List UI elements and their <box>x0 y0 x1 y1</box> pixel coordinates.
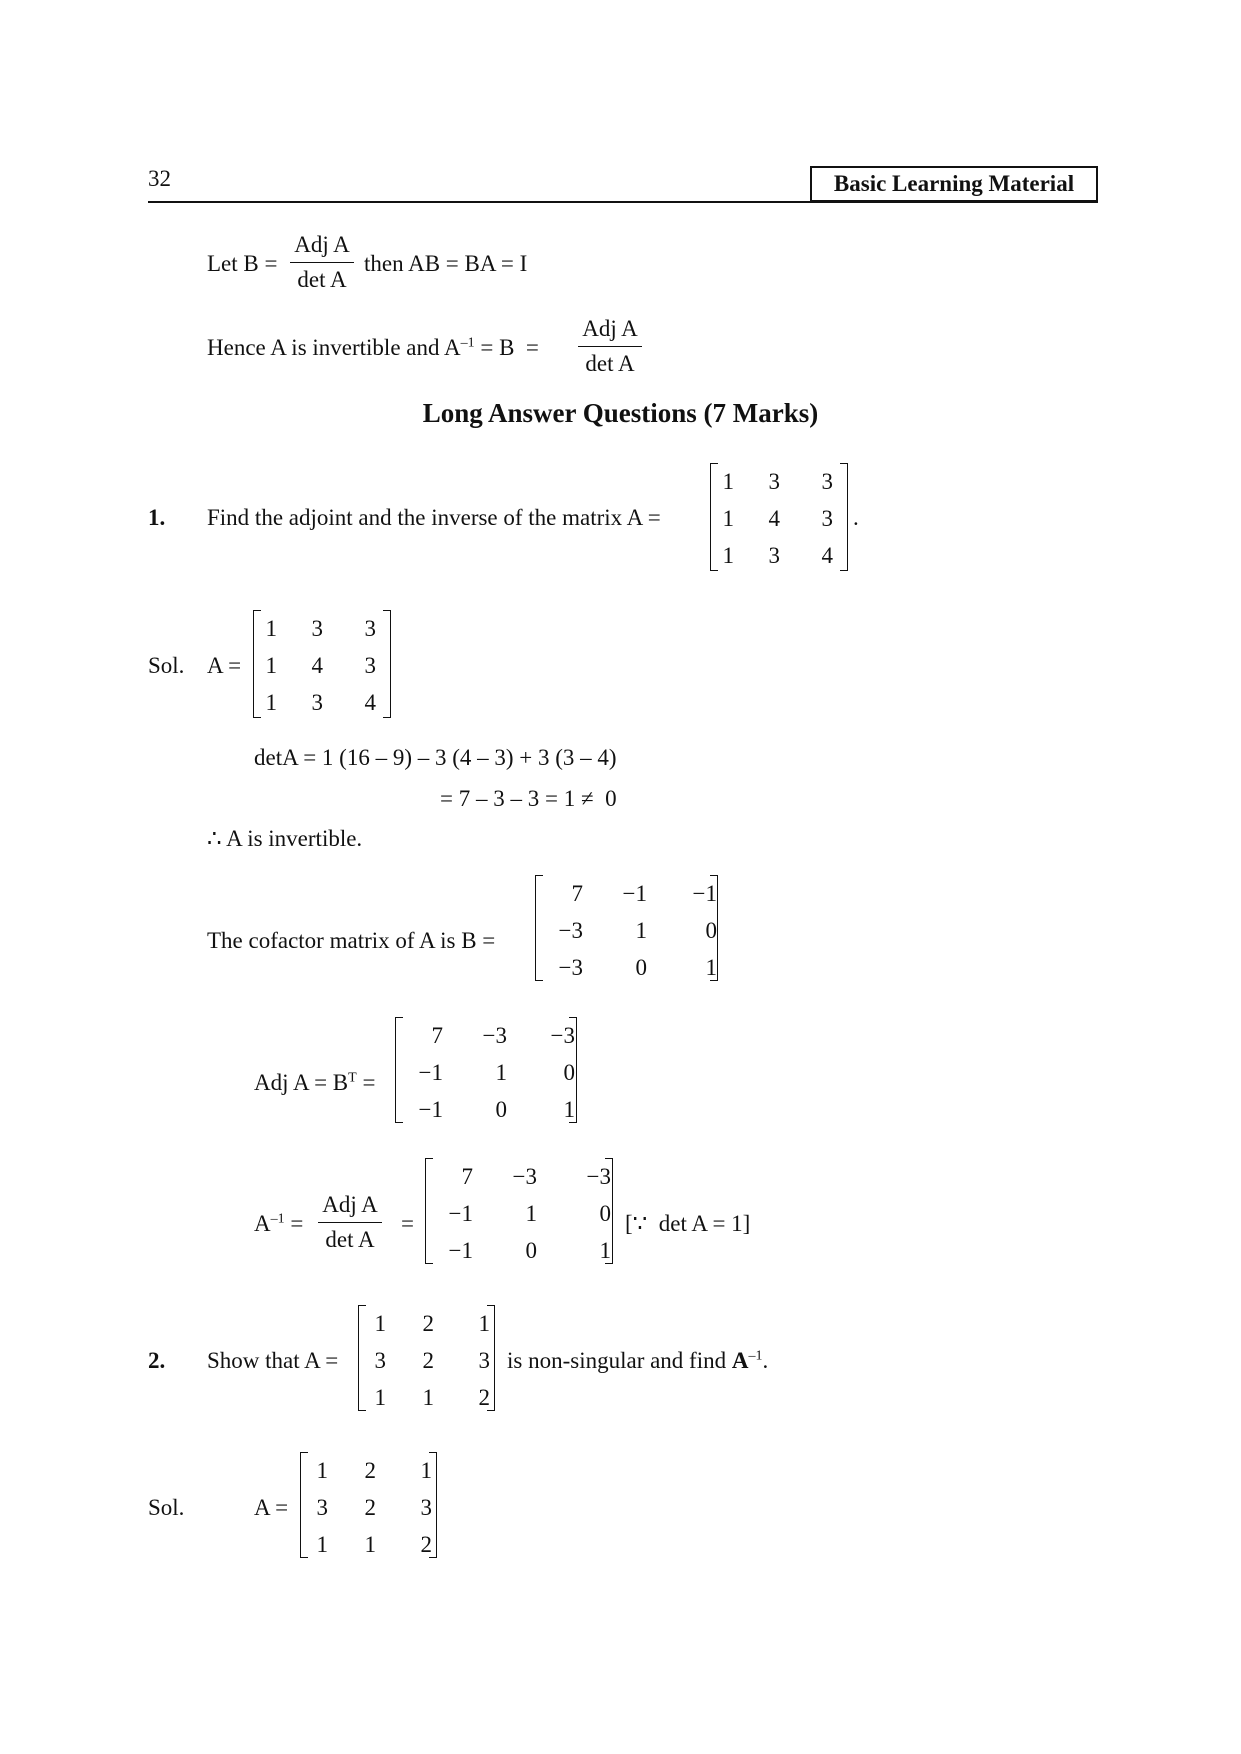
matrix-cell: 1 <box>563 1097 575 1122</box>
fraction-numerator: Adj A <box>322 1192 378 1217</box>
matrix-cell: 0 <box>599 1201 611 1226</box>
matrix-cell: −3 <box>482 1023 507 1048</box>
cofactor-label: The cofactor matrix of A is B = <box>207 928 496 953</box>
det-line-2: = 7 – 3 – 3 = 1 ≠ 0 <box>440 786 617 811</box>
matrix-cell: −1 <box>448 1201 473 1226</box>
matrix-cell: −3 <box>512 1164 537 1189</box>
matrix-cell: −3 <box>550 1023 575 1048</box>
adj-over-det-fraction <box>290 230 354 295</box>
fraction-bar <box>290 262 354 263</box>
adj-label-post: = <box>356 1070 376 1095</box>
inverse-label <box>254 1211 303 1237</box>
let-b-prefix: Let B = <box>207 251 278 276</box>
question-end: . <box>853 505 859 530</box>
matrix-cell: 1 <box>635 918 647 943</box>
fraction-numerator: Adj A <box>582 316 638 341</box>
matrix-cell: 2 <box>420 1532 432 1557</box>
matrix-cell: 3 <box>364 653 376 678</box>
hence-prefix: Hence A is invertible and A <box>207 335 461 360</box>
fraction-denominator: det A <box>325 1227 375 1253</box>
fraction-denominator: det A <box>585 351 635 377</box>
adj-label <box>254 1070 375 1096</box>
matrix-cell: 0 <box>495 1097 507 1122</box>
matrix-cell: 1 <box>722 469 734 494</box>
header-rule <box>148 201 1098 203</box>
fraction-bar <box>318 1222 382 1223</box>
fraction-denominator: det A <box>297 267 347 293</box>
matrix-cell: 1 <box>316 1458 328 1483</box>
matrix-cell: 4 <box>311 653 323 678</box>
fraction-numerator: Adj A <box>294 232 350 257</box>
matrix-cell: 1 <box>316 1532 328 1557</box>
matrix-cell: 2 <box>422 1348 434 1373</box>
matrix-cell: 1 <box>265 690 277 715</box>
question-text-tail: is non-singular and find <box>507 1348 732 1373</box>
matrix-cell: 1 <box>495 1060 507 1085</box>
question-text: Show that A = <box>207 1348 339 1373</box>
matrix-cell: 1 <box>420 1458 432 1483</box>
a-label: A = <box>207 653 242 678</box>
matrix-cell: 1 <box>478 1311 490 1336</box>
matrix-cell: 2 <box>422 1311 434 1336</box>
inverse-matrix <box>425 1158 613 1264</box>
sol-label: Sol. <box>148 653 185 678</box>
matrix-cell: 7 <box>461 1164 473 1189</box>
matrix-cell: 3 <box>768 543 780 568</box>
matrix-cell: 1 <box>525 1201 537 1226</box>
adj-label-pre: Adj A = B <box>254 1070 349 1095</box>
det-line-1: detA = 1 (16 – 9) – 3 (4 – 3) + 3 (3 – 4) <box>254 745 617 770</box>
then-text: then AB = BA = I <box>364 251 528 276</box>
matrix-cell: −1 <box>692 881 717 906</box>
matrix-cell: −1 <box>418 1060 443 1085</box>
matrix-cell: −1 <box>622 881 647 906</box>
left-bracket <box>425 1158 433 1264</box>
question-text: Find the adjoint and the inverse of the matrix A = <box>207 505 661 530</box>
matrix-cell: 7 <box>571 881 583 906</box>
right-bracket <box>383 610 391 718</box>
cofactor-matrix <box>535 875 718 981</box>
question-text-post <box>507 1348 768 1374</box>
inverse-fraction <box>318 1190 382 1255</box>
matrix-cell: 3 <box>420 1495 432 1520</box>
matrix-cell: 2 <box>478 1385 490 1410</box>
question-number: 2. <box>148 1348 166 1373</box>
question-a: A <box>731 1348 749 1373</box>
matrix-cell: 3 <box>364 616 376 641</box>
matrix-cell: 4 <box>768 506 780 531</box>
matrix-cell: 1 <box>265 616 277 641</box>
a-label: A = <box>254 1495 289 1520</box>
matrix-cell: 1 <box>705 955 717 980</box>
matrix-cell: 1 <box>722 543 734 568</box>
invertible-statement: ∴ A is invertible. <box>207 826 363 851</box>
matrix-cell: 1 <box>722 506 734 531</box>
hence-superscript: –1 <box>460 335 475 351</box>
section-title: Long Answer Questions (7 Marks) <box>422 398 819 428</box>
left-bracket <box>710 463 718 571</box>
matrix-cell: 2 <box>364 1458 376 1483</box>
inverse-eq: = <box>284 1211 304 1236</box>
sol-label: Sol. <box>148 1495 185 1520</box>
hence-fraction <box>578 314 642 379</box>
book-title-box: Basic Learning Material <box>810 166 1098 202</box>
sol1-matrix-a <box>253 610 391 718</box>
left-bracket <box>535 875 543 981</box>
left-bracket <box>300 1452 308 1558</box>
matrix-cell: 3 <box>311 690 323 715</box>
matrix-cell: 1 <box>364 1532 376 1557</box>
inverse-note: [∵ det A = 1] <box>625 1211 751 1236</box>
matrix-cell: −3 <box>586 1164 611 1189</box>
matrix-cell: −1 <box>418 1097 443 1122</box>
q1-matrix <box>710 463 848 571</box>
matrix-cell: 2 <box>364 1495 376 1520</box>
inverse-superscript: –1 <box>270 1211 285 1227</box>
matrix-cell: −3 <box>558 955 583 980</box>
matrix-cell: 3 <box>768 469 780 494</box>
question-superscript: –1 <box>748 1348 763 1364</box>
matrix-cell: 3 <box>821 469 833 494</box>
matrix-cell: 1 <box>374 1385 386 1410</box>
matrix-cell: 1 <box>599 1238 611 1263</box>
left-bracket <box>253 610 261 718</box>
sol2-matrix-a <box>300 1452 437 1558</box>
matrix-cell: 1 <box>374 1311 386 1336</box>
question-end: . <box>762 1348 769 1373</box>
matrix-cell: 3 <box>374 1348 386 1373</box>
matrix-cell: 3 <box>316 1495 328 1520</box>
page-number: 32 <box>148 166 171 191</box>
matrix-cell: 1 <box>265 653 277 678</box>
fraction-bar <box>578 346 642 347</box>
transpose-superscript: T <box>348 1070 357 1086</box>
q2-matrix <box>358 1305 495 1411</box>
matrix-cell: 3 <box>821 506 833 531</box>
left-bracket <box>358 1305 366 1411</box>
adj-matrix <box>395 1017 577 1123</box>
inverse-eq-2: = <box>401 1211 414 1236</box>
matrix-cell: 7 <box>431 1023 443 1048</box>
matrix-cell: 0 <box>705 918 717 943</box>
matrix-cell: 3 <box>311 616 323 641</box>
matrix-cell: 0 <box>525 1238 537 1263</box>
matrix-cell: −1 <box>448 1238 473 1263</box>
matrix-cell: 1 <box>422 1385 434 1410</box>
hence-mid: = B = <box>474 335 539 360</box>
matrix-cell: 0 <box>563 1060 575 1085</box>
inverse-a: A <box>254 1211 271 1236</box>
question-number: 1. <box>148 505 166 530</box>
right-bracket <box>840 463 848 571</box>
matrix-cell: 4 <box>821 543 833 568</box>
hence-line <box>207 335 539 361</box>
matrix-cell: 0 <box>635 955 647 980</box>
matrix-cell: 4 <box>364 690 376 715</box>
matrix-cell: 3 <box>478 1348 490 1373</box>
matrix-cell: −3 <box>558 918 583 943</box>
left-bracket <box>395 1017 403 1123</box>
